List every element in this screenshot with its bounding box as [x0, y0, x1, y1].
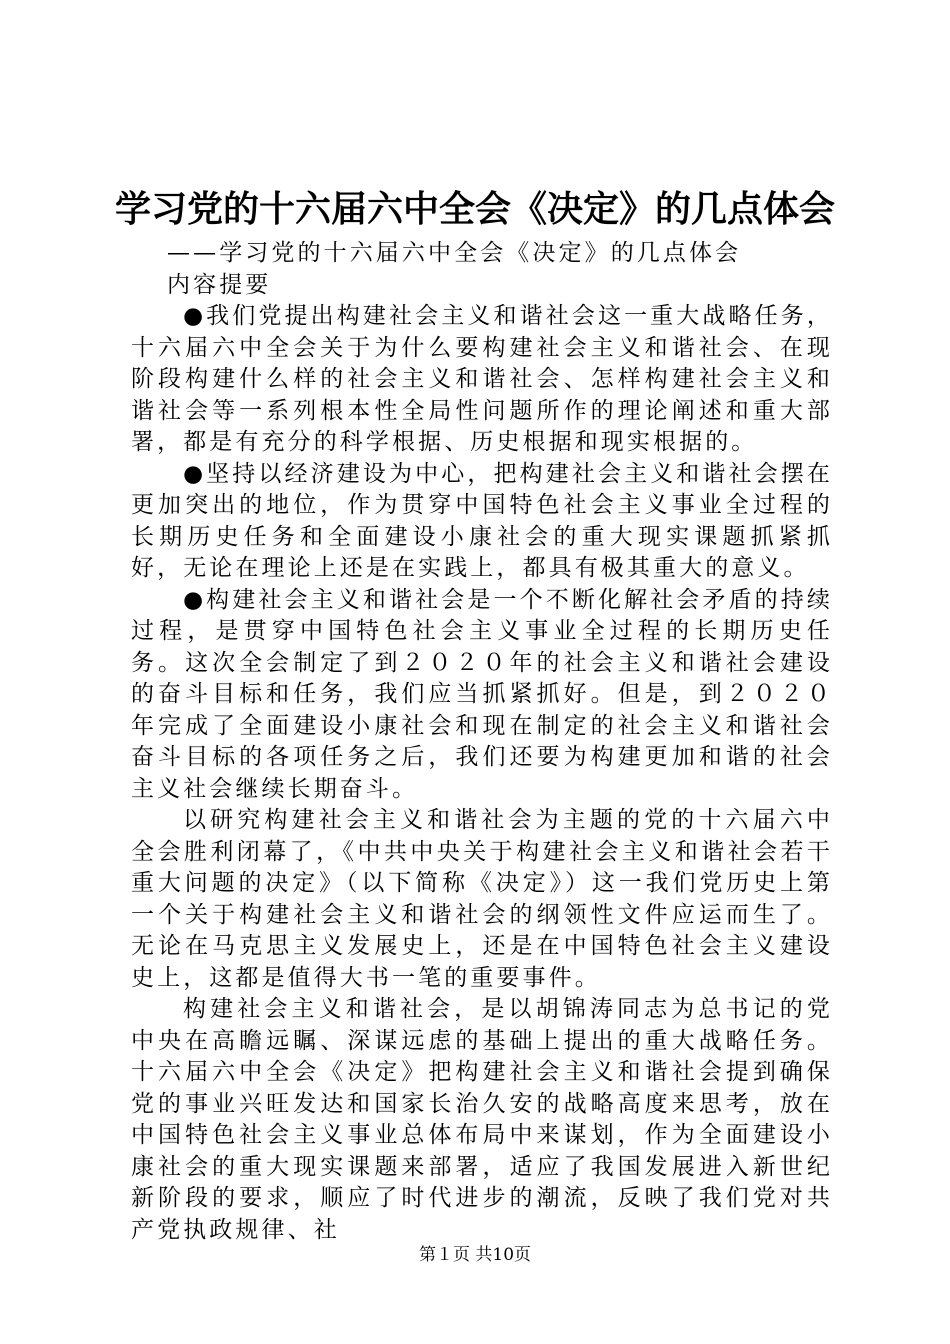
summary-paragraph-1: ●我们党提出构建社会主义和谐社会这一重大战略任务，十六届六中全会关于为什么要构建社会主义和谐社会、在现阶段构建什么样的社会主义和谐社会、怎样构建社会主义和谐社会等一系列根本性全局性问题所作的理论阐述和重大部署，都是有充分的科学根据、历史根据和现实根据的。	[131, 303, 833, 455]
page-footer: 第１页 共10页	[418, 1245, 532, 1265]
document-title: 学习党的十六届六中全会《决定》的几点体会	[114, 189, 835, 230]
summary-paragraph-3: ●构建社会主义和谐社会是一个不断化解社会矛盾的持续过程，是贯穿中国特色社会主义事业全过程的长期历史任务。这次全会制定了到２０２０年的社会主义和谐社会建设的奋斗目标和任务，我们应当抓紧抓好。但是，到２０２０年完成了全面建设小康社会和现在制定的社会主义和谐社会奋斗目标的各项任务之后，我们还要为构建更加和谐的社会主义社会继续长期奋斗。	[131, 586, 833, 802]
summary-paragraph-2: ●坚持以经济建设为中心，把构建社会主义和谐社会摆在更加突出的地位，作为贯穿中国特色社会主义事业全过程的长期历史任务和全面建设小康社会的重大现实课题抓紧抓好，无论在理论上还是在实践上，都具有极其重大的意义。	[131, 460, 833, 581]
document-subtitle: ——学习党的十六届六中全会《决定》的几点体会	[167, 240, 742, 266]
summary-heading: 内容提要	[167, 271, 272, 298]
document-body	[131, 238, 833, 1246]
body-paragraph-1: 以研究构建社会主义和谐社会为主题的党的十六届六中全会胜利闭幕了，《中共中央关于构建社会主义和谐社会若干重大问题的决定》（以下简称《决定》）这一我们党历史上第一个关于构建社会主义和谐社会的纲领性文件应运而生了。无论在马克思主义发展史上，还是在中国特色社会主义建设史上，这都是值得大书一笔的重要事件。	[131, 807, 833, 991]
body-paragraph-2: 构建社会主义和谐社会，是以胡锦涛同志为总书记的党中央在高瞻远瞩、深谋远虑的基础上提出的重大战略任务。十六届六中全会《决定》把构建社会主义和谐社会提到确保党的事业兴旺发达和国家长治久安的战略高度来思考，放在中国特色社会主义事业总体布局中来谋划，作为全面建设小康社会的重大现实课题来部署，适应了我国发展进入新世纪新阶段的要求，顺应了时代进步的潮流，反映了我们党对共产党执政规律、社	[131, 996, 833, 1243]
